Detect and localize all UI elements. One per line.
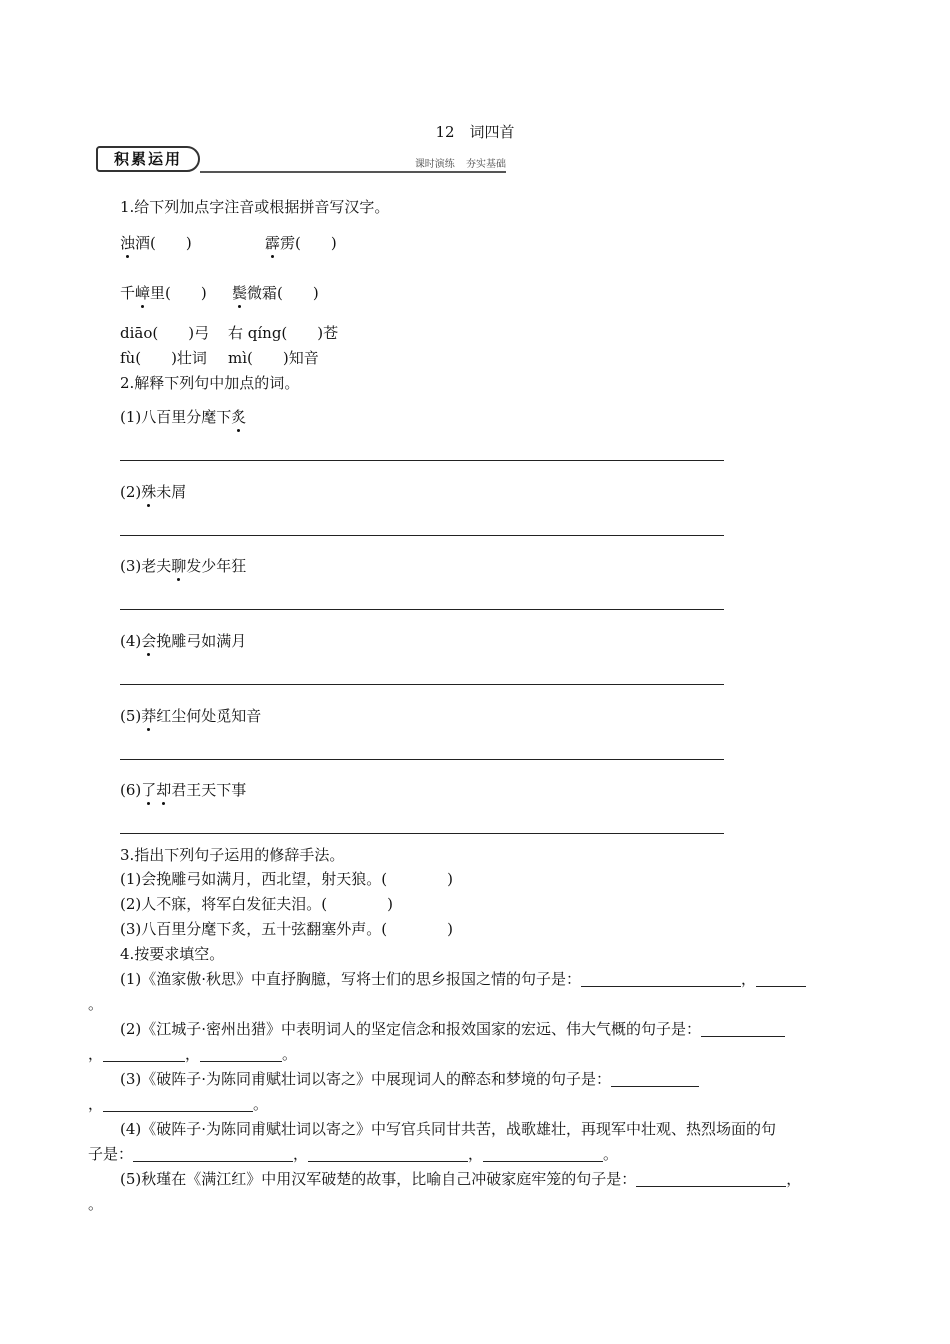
q2-item-2: (2)殊未屑 xyxy=(120,483,187,501)
dotted-char: 浊 xyxy=(120,234,136,252)
answer-line-6[interactable] xyxy=(120,833,724,834)
dotted-char: 殊 xyxy=(141,483,157,501)
dotted-char: 霹 xyxy=(265,234,281,252)
answer-line-5[interactable] xyxy=(120,759,724,760)
dotted-char: 鬓 xyxy=(232,284,248,302)
q2-item-3: (3)老夫聊发少年狂 xyxy=(120,557,247,575)
q2-item-5: (5)莽红尘何处觅知音 xyxy=(120,707,262,725)
dotted-char: 会 xyxy=(141,632,157,650)
fill-blank[interactable] xyxy=(636,1172,786,1187)
banner-subtitle: 课时演练 夯实基础 xyxy=(414,159,506,170)
answer-line-3[interactable] xyxy=(120,609,724,610)
q3-item-1: (1)会挽雕弓如满月，西北望，射天狼。( ) xyxy=(120,870,453,888)
dotted-char: 嶂 xyxy=(135,284,151,302)
fill-blank[interactable] xyxy=(581,972,741,987)
fill-blank[interactable] xyxy=(133,1147,293,1162)
q3-heading: 3.指出下列句子运用的修辞手法。 xyxy=(120,846,345,864)
q1-item-mi: mì( )知音 xyxy=(228,349,319,367)
q1-item-qianzhangli: 千嶂里( ) xyxy=(120,284,207,302)
q4-item-2: (2)《江城子·密州出猎》中表明词人的坚定信念和报效国家的宏远、伟大气概的句子是： xyxy=(120,1018,785,1039)
dotted-char: 聊 xyxy=(171,557,187,575)
q3-item-3: (3)八百里分麾下炙，五十弦翻塞外声。( ) xyxy=(120,920,453,938)
q4-item-5-end: 。 xyxy=(88,1195,104,1213)
banner-label: 积累运用 xyxy=(96,146,200,172)
q2-item-6: (6)了却君王天下事 xyxy=(120,781,247,799)
q4-item-2-cont: ， ， 。 xyxy=(88,1045,298,1063)
q1-item-zhuojiu: 浊酒( ) xyxy=(120,234,192,252)
fill-blank[interactable] xyxy=(701,1022,785,1037)
q4-item-1: (1)《渔家傲·秋思》中直抒胸臆，写将士们的思乡报国之情的句子是： ， xyxy=(120,968,806,989)
q1-item-qing: 右 qíng( )苍 xyxy=(228,324,339,342)
q4-item-5: (5)秋瑾在《满江红》中用汉军破楚的故事，比喻自己冲破家庭牢笼的句子是： ， xyxy=(120,1170,802,1188)
fill-blank[interactable] xyxy=(611,1072,699,1087)
dotted-char: 却 xyxy=(156,781,172,799)
answer-line-2[interactable] xyxy=(120,535,724,536)
fill-blank[interactable] xyxy=(308,1147,468,1162)
q4-item-1-end: 。 xyxy=(88,995,104,1013)
fill-blank[interactable] xyxy=(103,1097,253,1112)
dotted-char: 了 xyxy=(141,781,157,799)
q2-item-4: (4)会挽雕弓如满月 xyxy=(120,632,247,650)
answer-line-4[interactable] xyxy=(120,684,724,685)
q1-item-diao: diāo( )弓 xyxy=(120,324,210,342)
answer-line-1[interactable] xyxy=(120,460,724,461)
q4-item-3: (3)《破阵子·为陈同甫赋壮词以寄之》中展现词人的醉态和梦境的句子是： xyxy=(120,1068,699,1089)
fill-blank[interactable] xyxy=(103,1047,185,1062)
q4-item-4: (4)《破阵子·为陈同甫赋壮词以寄之》中写官兵同甘共苦，战歌雄壮，再现军中壮观、热烈场面的句 xyxy=(120,1120,777,1138)
fill-blank[interactable] xyxy=(756,972,806,987)
q1-item-pili: 霹雳( ) xyxy=(265,234,337,252)
section-banner xyxy=(96,146,506,176)
q4-heading: 4.按要求填空。 xyxy=(120,945,225,963)
q3-item-2: (2)人不寐，将军白发征夫泪。( ) xyxy=(120,895,393,913)
q2-item-1: (1)八百里分麾下炙 xyxy=(120,408,247,426)
dotted-char: 炙 xyxy=(231,408,247,426)
q1-item-fu: fù( )壮词 xyxy=(120,349,207,367)
dotted-char: 莽 xyxy=(141,707,157,725)
q2-heading: 2.解释下列句中加点的词。 xyxy=(120,374,300,392)
q1-heading: 1.给下列加点字注音或根据拼音写汉字。 xyxy=(120,198,390,216)
q1-item-binweishuang: 鬓微霜( ) xyxy=(232,284,319,302)
fill-blank[interactable] xyxy=(200,1047,282,1062)
banner-divider xyxy=(200,171,506,173)
fill-blank[interactable] xyxy=(483,1147,603,1162)
q4-item-4-cont: 子是： ， ， 。 xyxy=(88,1145,619,1163)
q4-item-3-cont: ， 。 xyxy=(88,1095,269,1113)
page-title: 12 词四首 xyxy=(435,123,515,141)
